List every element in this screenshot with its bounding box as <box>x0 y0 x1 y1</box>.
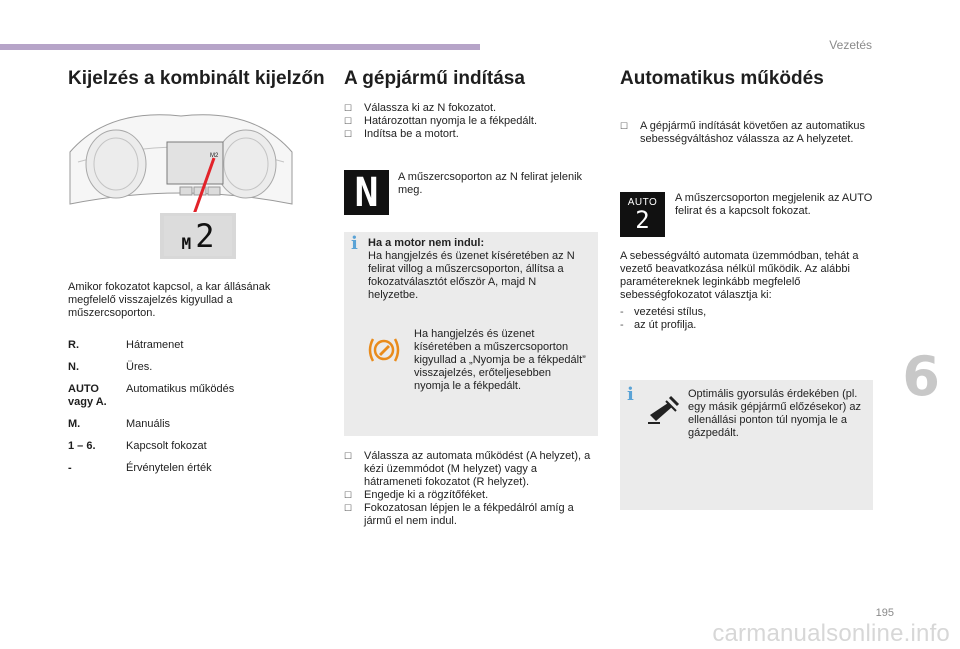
info-box-text: Ha hangjelzés és üzenet kíséretében az N felirat villog a műszercsoporton, állítsa a fokozatválasztót először A, majd N helyzetbe. <box>368 250 575 301</box>
info-box-acc-text: Optimális gyorsulás érdekében (pl. egy másik gépjármű előzésekor) az ellenállási ponton túl nyomja le a gázpedált. <box>688 388 862 439</box>
auto-display-text: A műszercsoporton megjelenik az AUTO felirat és a kapcsolt fokozat. <box>675 192 873 217</box>
info-box-title: Ha a motor nem indul: <box>368 237 485 249</box>
col3-paragraph: A sebességváltó automata üzemmódban, tehát a vezető beavatkozása nélkül működik. Az alábbi paramétereknek leginkább megfelelő sebességfokozatot választja ki: <box>620 250 859 301</box>
bullet-icon: ☐ <box>344 116 353 126</box>
page-number: 195 <box>875 607 894 619</box>
col3-bullet <box>620 120 880 146</box>
dash-text: az út profilja. <box>634 319 697 331</box>
col3-dash-list <box>620 306 870 332</box>
col2-bullets1 <box>344 102 594 141</box>
def-val: Automatikus működés <box>126 383 235 395</box>
dash-icon: - <box>620 319 624 331</box>
gear-display-mode: M <box>181 233 192 253</box>
info-box-text2: Ha hangjelzés és üzenet kíséretében a műszercsoporton kigyullad a „Nyomja be a fékpedált” visszajelzés, erőteljesebben nyomja le a fékpedált. <box>414 328 586 392</box>
bullet-icon: ☐ <box>620 121 629 131</box>
header-bar <box>0 44 480 50</box>
bullet-icon: ☐ <box>344 503 353 513</box>
bullet-text: Válassza az automata működést (A helyzet), a kézi üzemmódot (M helyzet) vagy a hátrameneti fokozatot (R helyzet). <box>364 450 591 488</box>
def-key: R. <box>68 339 79 351</box>
auto-display-label: AUTO <box>627 197 658 208</box>
def-val: Kapcsolt fokozat <box>126 440 207 452</box>
bullet-text: A gépjármű indítását követően az automatikus sebességváltáshoz válassza az A helyzetet. <box>640 120 866 145</box>
col1-title: Kijelzés a kombinált kijelzőn <box>68 68 325 89</box>
bullet-icon: ☐ <box>344 451 353 461</box>
def-key: AUTO vagy A. <box>68 383 107 408</box>
col1-intro: Amikor fokozatot kapcsol, a kar állásának megfelelő visszajelzés kigyullad a műszercsoporton. <box>68 281 271 319</box>
section-label: Vezetés <box>829 38 872 52</box>
auto-display-icon <box>620 192 665 237</box>
instrument-cluster-illustration <box>68 112 294 212</box>
auto-display-gear: 2 <box>635 206 650 234</box>
bullet-icon: ☐ <box>344 490 353 500</box>
accelerator-foot-icon <box>646 393 682 427</box>
bullet-text: Indítsa be a motort. <box>364 128 459 140</box>
def-key: M. <box>68 418 81 430</box>
bullet-text: Fokozatosan lépjen le a fékpedálról amíg a jármű el nem indul. <box>364 502 574 527</box>
gear-display-number: 2 <box>195 217 215 255</box>
bullet-text: Engedje ki a rögzítőféket. <box>364 489 489 501</box>
bullet-text: Határozottan nyomja le a fékpedált. <box>364 115 538 127</box>
gear-display-closeup <box>160 213 236 259</box>
def-key: 1 – 6. <box>68 440 96 452</box>
bullet-icon: ☐ <box>344 129 353 139</box>
info-icon: i <box>627 384 634 405</box>
svg-text:M2: M2 <box>210 153 219 159</box>
n-display-text: A műszercsoporton az N felirat jelenik meg. <box>398 171 583 196</box>
dash-text: vezetési stílus, <box>634 306 707 318</box>
def-key: - <box>68 462 72 474</box>
col3-title: Automatikus működés <box>620 68 824 89</box>
col2-title: A gépjármű indítása <box>344 68 525 89</box>
bullet-text: Válassza ki az N fokozatot. <box>364 102 497 114</box>
col2-bullets2 <box>344 450 594 528</box>
n-display-icon: N <box>344 170 389 215</box>
def-val: Üres. <box>126 361 153 373</box>
bullet-icon: ☐ <box>344 103 353 113</box>
chapter-number: 6 <box>902 345 940 408</box>
def-val: Hátramenet <box>126 339 184 351</box>
brake-pedal-warning-icon <box>366 335 402 365</box>
dash-icon: - <box>620 306 624 318</box>
watermark: carmanualsonline.info <box>712 620 950 647</box>
def-val: Érvénytelen érték <box>126 462 212 474</box>
def-key: N. <box>68 361 79 373</box>
def-val: Manuális <box>126 418 171 430</box>
info-icon: i <box>351 233 358 254</box>
gear-display-screen <box>164 216 232 256</box>
